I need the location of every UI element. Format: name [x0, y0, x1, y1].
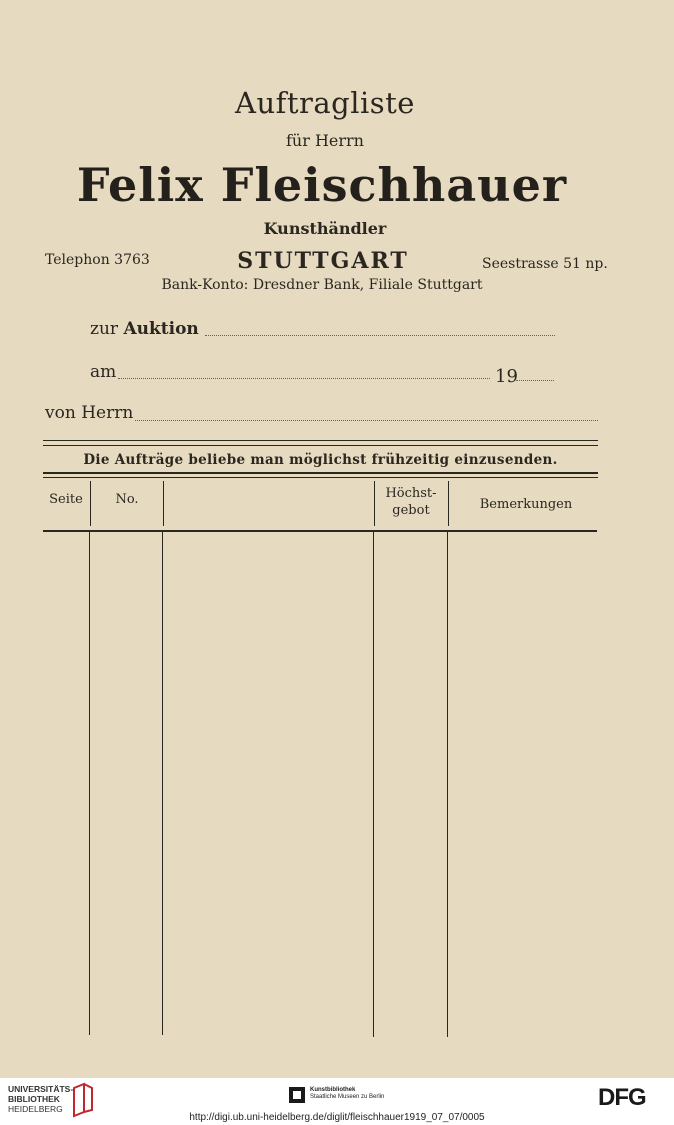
column-header-gebot: gebot	[392, 503, 430, 518]
column-divider-1-body	[89, 532, 90, 1035]
column-divider-2	[163, 481, 164, 526]
column-divider-4-body	[447, 532, 448, 1037]
ub-line2: BIBLIOTHEK	[8, 1094, 60, 1104]
column-header-no: No.	[115, 492, 139, 507]
kunstbibliothek-logo-icon	[289, 1087, 305, 1103]
kb-line2: Staatliche Museen zu Berlin	[310, 1094, 385, 1100]
table-header-rule	[43, 530, 597, 532]
dealer-profession: Kunsthändler	[263, 219, 387, 238]
notice-rule-bottom-2	[43, 477, 598, 478]
notice-rule-bottom-1	[43, 472, 598, 474]
column-divider-2-body	[162, 532, 163, 1035]
client-label: von Herrn	[45, 403, 134, 423]
notice-text: Die Aufträge beliebe man möglichst frühzeitig einzusenden.	[83, 452, 558, 468]
column-header-bemerkungen: Bemerkungen	[479, 497, 573, 512]
document-subtitle: für Herrn	[286, 131, 364, 150]
notice-rule-top-2	[43, 445, 598, 446]
city: STUTTGART	[237, 248, 409, 274]
ub-heidelberg-logo	[8, 1084, 73, 1114]
auction-word: Auktion	[123, 319, 199, 339]
dealer-name: Felix Fleischhauer	[76, 158, 568, 212]
date-field[interactable]	[118, 378, 490, 379]
column-divider-3-body	[373, 532, 374, 1037]
column-header-seite: Seite	[49, 492, 83, 507]
auction-field[interactable]	[205, 335, 555, 336]
auction-prefix: zur	[90, 319, 119, 339]
ub-line3: HEIDELBERG	[8, 1104, 63, 1114]
source-url[interactable]: http://digi.ub.uni-heidelberg.de/diglit/fleischhauer1919_07_07/0005	[189, 1112, 485, 1123]
year-field[interactable]	[516, 380, 554, 381]
ub-line1: UNIVERSITÄTS-	[8, 1084, 74, 1094]
kb-line1: Kunstbibliothek	[310, 1087, 356, 1093]
column-header-hoechst: Höchst-	[385, 486, 437, 501]
kunstbibliothek-label	[310, 1087, 384, 1101]
auction-label	[90, 319, 199, 339]
telephone: Telephon 3763	[45, 252, 150, 268]
notice-rule-top-1	[43, 440, 598, 441]
year-prefix: 19	[495, 366, 518, 387]
footer-bar	[0, 1078, 674, 1125]
column-divider-3	[374, 481, 375, 526]
column-divider-1	[90, 481, 91, 526]
address: Seestrasse 51 np.	[482, 256, 608, 272]
date-label: am	[90, 362, 117, 382]
column-divider-4	[448, 481, 449, 526]
client-field[interactable]	[135, 420, 598, 421]
document-title: Auftragliste	[235, 86, 415, 120]
dfg-logo: DFG	[598, 1084, 646, 1111]
bank-account: Bank-Konto: Dresdner Bank, Filiale Stuttgart	[161, 277, 483, 293]
